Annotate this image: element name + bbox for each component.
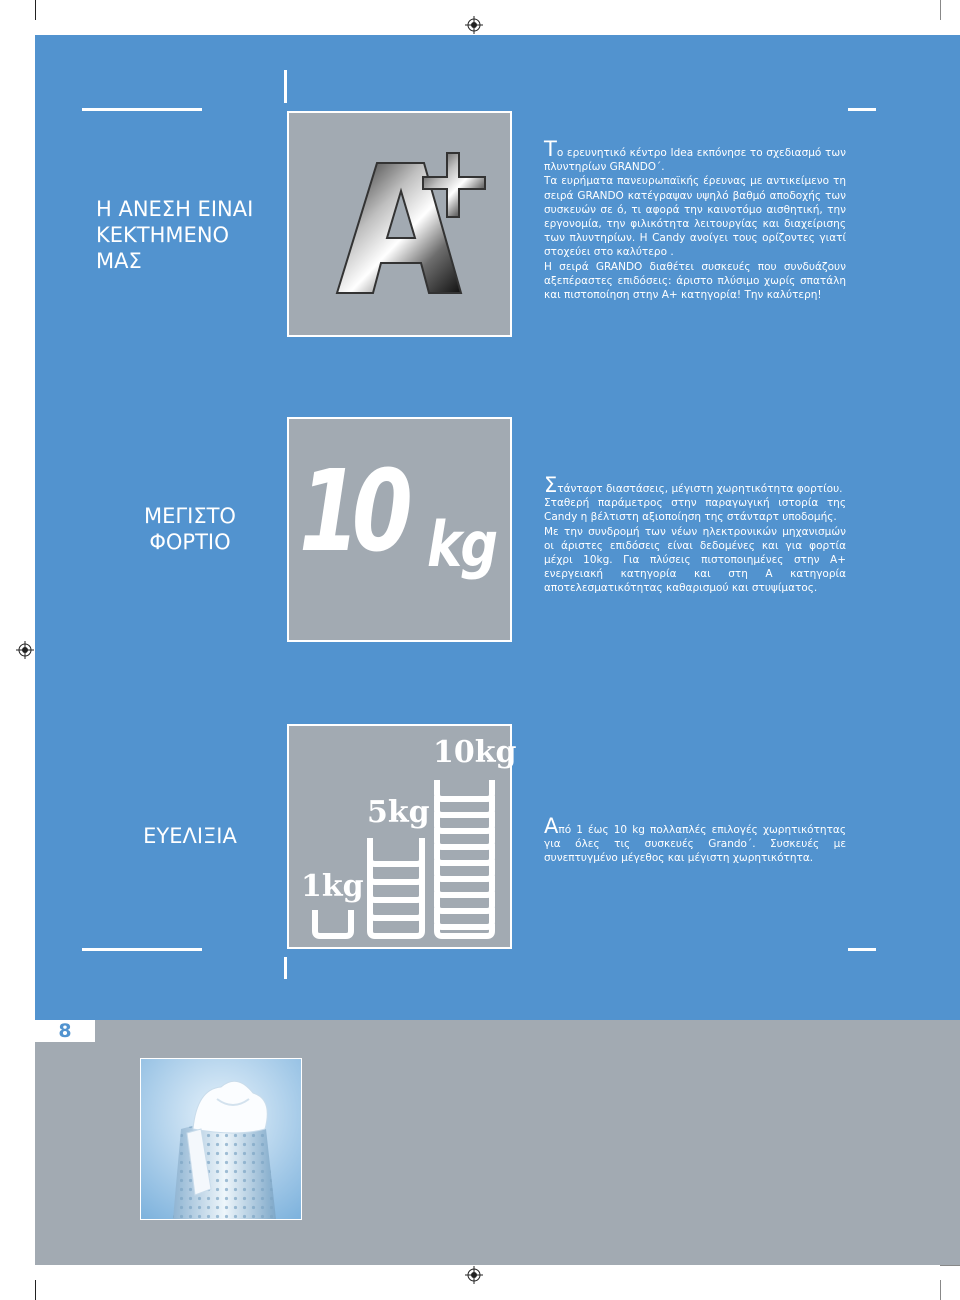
paragraph: Σταθερή παράμετρος στην παραγωγική ιστορία της Candy η βέλτιστη αξιοποίηση της στάνταρτ υποδομής.	[544, 497, 846, 524]
a-plus-logo-icon	[289, 113, 510, 335]
load-range-panel	[287, 724, 517, 949]
section-text-comfort	[544, 137, 846, 302]
paragraph: τάνταρτ διαστάσεις, μέγιστη χωρητικότητα φορτίου.	[557, 483, 843, 495]
dropcap: Α	[544, 814, 559, 838]
load-label-10kg: 10kg	[433, 735, 517, 770]
frame-mark	[82, 948, 202, 951]
frame-mark	[284, 70, 287, 103]
paragraph: Με την συνδρομή των νέων ηλεκτρονικών μηχανισμών οι άριστες επιδόσεις είναι δεδομένες και για φορτία μέχρι 10kg. Για πλύσεις πιστοποιημένες στην A+ ενεργειακή κατηγορία και στη A κατηγορία αποτελεσματικότητας καθαρισμού και στυψίματος.	[544, 525, 846, 595]
capacity-panel	[287, 417, 512, 642]
crop-mark-top	[35, 0, 36, 20]
paragraph: πό 1 έως 10 kg πολλαπλές επιλογές χωρητικότητας για όλες τις συσκευές Grando΄. Συσκευές με συνεπτυγμένο μέγεθος και μέγιστη χωρητικότητα.	[544, 824, 846, 865]
frame-mark	[284, 957, 287, 979]
a-plus-panel	[287, 111, 512, 337]
dropcap: Σ	[544, 473, 558, 497]
registration-mark-icon	[16, 641, 34, 659]
section-text-max-load	[544, 473, 846, 596]
frame-mark	[848, 108, 876, 111]
registration-mark-icon	[465, 16, 483, 34]
crop-mark-bottom-right	[940, 1280, 941, 1300]
paragraph: ο ερευνητικό κέντρο Idea εκπόνησε το σχεδιασμό των πλυντηρίων GRANDO΄.	[544, 147, 846, 174]
section-title-max-load: ΜΕΓΙΣΤΟ ΦΟΡΤΙΟ	[144, 504, 236, 554]
section-text-flexibility	[544, 814, 846, 866]
frame-mark	[848, 948, 876, 951]
load-label-1kg: 1kg	[301, 869, 364, 904]
paragraph: Η σειρά GRANDO διαθέτει συσκευές που συνδυάζουν αξεπέραστες επιδόσεις: άριστο πλύσιμο χωρίς σπατάλη και πιστοποίηση στην A+ κατηγορία! Την καλύτερη!	[544, 260, 846, 302]
registration-mark-icon	[465, 1266, 483, 1284]
section-title-flexibility: ΕΥΕΛΙΞΙΑ	[143, 824, 237, 848]
capacity-unit: kg	[427, 508, 497, 581]
page-number: 8	[58, 1020, 72, 1042]
load-label-5kg: 5kg	[367, 795, 430, 830]
page-number-box	[35, 1020, 95, 1042]
laundry-photo	[140, 1058, 302, 1220]
crop-mark-bottom	[35, 1280, 36, 1300]
crop-mark-top-right	[940, 0, 941, 20]
section-title-comfort: Η ΑΝΕΣΗ ΕΙΝΑΙ ΚΕΚΤΗΜΕΝΟ ΜΑΣ	[96, 197, 254, 273]
crop-mark-right-bottom	[940, 1265, 960, 1266]
dropcap: Τ	[544, 137, 557, 161]
paragraph: Τα ευρήματα πανευρωπαϊκής έρευνας με αντικείμενο τη σειρά GRANDO κατέγραψαν υψηλό βαθμό αποδοχής των συσκευών σε ό, τι αφορά την καινοτόμο αισθητική, την εργονομία, την φιλικότητα λειτουργίας και διαχείρισης των πλυντηρίων. Η Candy ανοίγει τους ορίζοντες γιατί στοχεύει στο καλύτερο .	[544, 175, 846, 259]
capacity-number: 10	[299, 447, 405, 577]
frame-mark	[82, 108, 202, 111]
